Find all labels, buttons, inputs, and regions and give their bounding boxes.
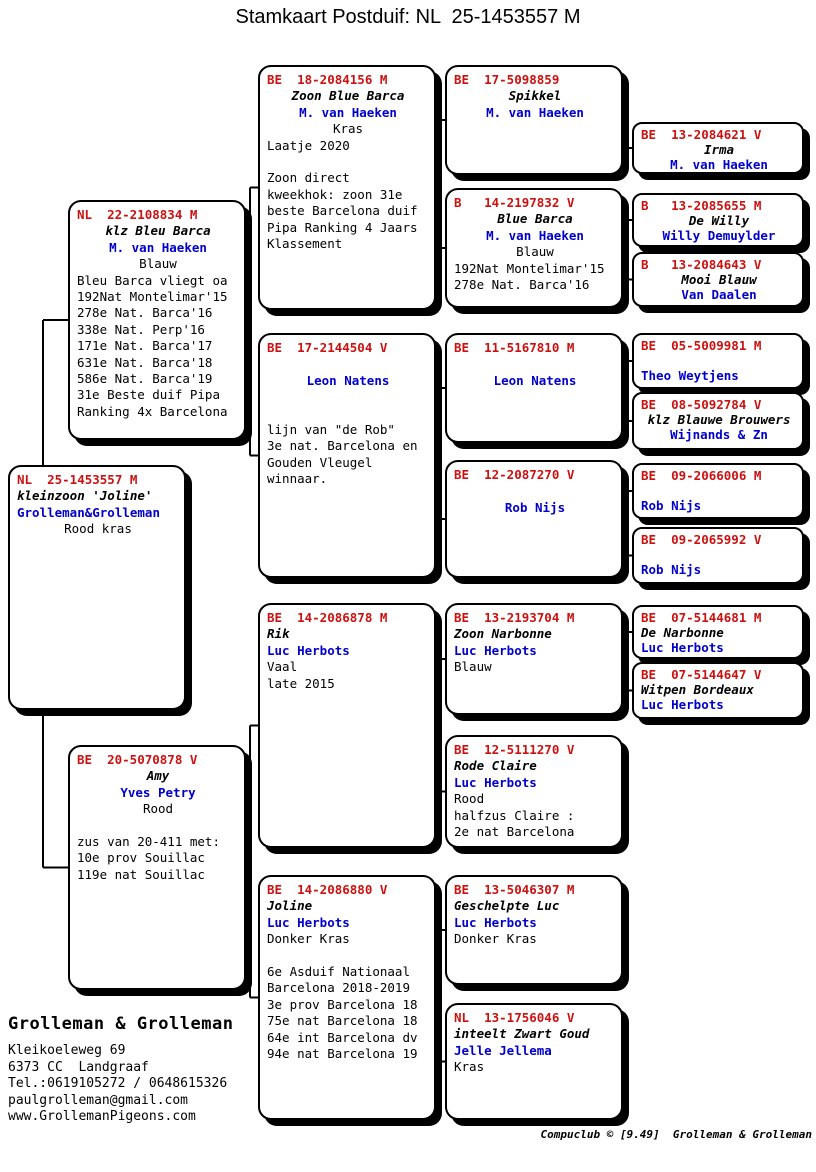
pedigree-box-g17859 <box>445 65 623 175</box>
info-line: Klassement <box>267 236 343 252</box>
breeder-address-line2: 6373 CC Landgraaf <box>8 1059 149 1075</box>
pedigree-box-g14880 <box>258 875 436 1120</box>
ring-number: BE 17-5098859 <box>454 72 560 87</box>
breeder-name: Grolleman & Grolleman <box>8 1014 234 1034</box>
pedigree-box-g12111 <box>445 735 623 848</box>
info-line: Rood <box>454 791 485 807</box>
fancier-name: Jelle Jellema <box>454 1042 552 1058</box>
pigeon-name: Irma <box>703 142 735 157</box>
pedigree-box-g18156 <box>258 65 436 310</box>
info-line: Zoon direct <box>267 170 350 186</box>
pigeon-name: Amy <box>146 768 170 784</box>
fancier-name: M. van Haeken <box>109 239 207 255</box>
pedigree-box-g13704 <box>445 603 623 715</box>
info-line: Blauw <box>516 244 554 260</box>
info-line: Gouden Vleugel <box>267 454 373 470</box>
breeder-email: paulgrolleman@gmail.com <box>8 1092 189 1108</box>
pedigree-box-g13307 <box>445 875 623 985</box>
pedigree-box-g11810 <box>445 333 623 443</box>
ring-number: BE 08-5092784 V <box>641 397 762 412</box>
info-line: 278e Nat. Barca'16 <box>454 277 590 293</box>
info-line <box>267 406 429 422</box>
info-line: 2e nat Barcelona <box>454 824 575 840</box>
pedigree-box-g07681 <box>632 605 804 659</box>
pigeon-name: Rode Claire <box>454 758 537 774</box>
pedigree-box-g13643 <box>632 252 804 307</box>
ring-number: BE 13-2193704 M <box>454 610 575 625</box>
fancier-name: M. van Haeken <box>670 157 768 172</box>
info-line: 64e int Barcelona dv <box>267 1029 418 1045</box>
fancier-name: Luc Herbots <box>267 642 350 658</box>
ring-number: BE 17-2144504 V <box>267 340 388 355</box>
breeder-website: www.GrollemanPigeons.com <box>8 1109 196 1125</box>
pigeon-name: Blue Barca <box>497 211 573 227</box>
footer-credit: Compuclub © [9.49] Grolleman & Grolleman <box>540 1128 812 1141</box>
pigeon-name: Joline <box>267 898 313 914</box>
breeder-phone: Tel.:0619105272 / 0648615326 <box>8 1076 228 1092</box>
info-line <box>77 818 239 834</box>
ring-number: BE 14-2086878 M <box>267 610 388 625</box>
info-line <box>267 948 429 964</box>
pedigree-box-g13655 <box>632 193 804 247</box>
info-line: 586e Nat. Barca'19 <box>77 371 213 387</box>
ring-number: BE 20-5070878 V <box>77 752 198 767</box>
info-line: Donker Kras <box>454 931 537 947</box>
pedigree-box-g14832 <box>445 188 623 308</box>
info-line <box>641 547 797 562</box>
info-line: 3e nat. Barcelona en <box>267 438 418 454</box>
info-line: 94e nat Barcelona 19 <box>267 1046 418 1062</box>
fancier-name: Luc Herbots <box>641 697 724 712</box>
info-line: Blauw <box>139 256 177 272</box>
fancier-name: Luc Herbots <box>641 640 724 655</box>
fancier-name: Willy Demuylder <box>662 228 776 243</box>
ring-number: BE 18-2084156 M <box>267 72 388 87</box>
pedigree-box-g14878 <box>258 603 436 848</box>
info-line: Kras <box>332 121 364 137</box>
pigeon-name: De Narbonne <box>641 625 724 640</box>
info-line: beste Barcelona duif <box>267 203 418 219</box>
info-line: 192Nat Montelimar'15 <box>454 260 605 276</box>
pedigree-box-sire <box>68 200 246 440</box>
pedigree-box-g09006 <box>632 463 804 519</box>
fancier-name: Rob Nijs <box>641 498 702 513</box>
info-line: 338e Nat. Perp'16 <box>77 321 205 337</box>
ring-number: B 13-2085655 M <box>641 198 762 213</box>
info-line: Rood kras <box>64 521 132 537</box>
info-line: Barcelona 2018-2019 <box>267 980 410 996</box>
ring-number: BE 13-2084621 V <box>641 127 762 142</box>
pigeon-name: inteelt Zwart Goud <box>454 1026 590 1042</box>
info-line: halfzus Claire : <box>454 807 575 823</box>
ring-number: NL 22-2108834 M <box>77 207 198 222</box>
pedigree-box-g08784 <box>632 392 804 450</box>
ring-number: BE 09-2065992 V <box>641 532 762 547</box>
info-line: Ranking 4x Barcelona <box>77 403 228 419</box>
info-line: Laatje 2020 <box>267 137 350 153</box>
pigeon-name: Zoon Narbonne <box>454 626 552 642</box>
info-line: Bleu Barca vliegt oa <box>77 272 228 288</box>
ring-number: BE 14-2086880 V <box>267 882 388 897</box>
page-title: Stamkaart Postduif: NL 25-1453557 M <box>235 6 581 28</box>
fancier-name: Grolleman&Grolleman <box>17 504 160 520</box>
pedigree-box-g09992 <box>632 527 804 584</box>
info-line: Donker Kras <box>267 931 350 947</box>
pigeon-name: Mooi Blauw <box>681 272 757 287</box>
breeder-address-line1: Kleikoeleweg 69 <box>8 1043 126 1058</box>
fancier-name: Luc Herbots <box>454 914 537 930</box>
pigeon-name: klz Blauwe Brouwers <box>647 412 791 427</box>
pigeon-name: Rik <box>267 626 290 642</box>
ring-number: NL 13-1756046 V <box>454 1010 575 1025</box>
ring-number: BE 05-5009981 M <box>641 338 762 353</box>
fancier-name: M. van Haeken <box>486 104 584 120</box>
breeder-contact-block <box>8 1014 233 1126</box>
ring-number: BE 07-5144647 V <box>641 667 762 682</box>
info-line <box>267 356 429 372</box>
pedigree-box-g17504 <box>258 333 436 578</box>
fancier-name: Theo Weytjens <box>641 368 739 383</box>
pedigree-box-g07647 <box>632 662 804 719</box>
info-line: kweekhok: zoon 31e <box>267 186 403 202</box>
ring-number: NL 25-1453557 M <box>17 472 138 487</box>
info-line: 6e Asduif Nationaal <box>267 964 410 980</box>
pigeon-name: klz Bleu Barca <box>105 223 211 239</box>
info-line: Vaal <box>267 659 298 675</box>
info-line: 192Nat Montelimar'15 <box>77 289 228 305</box>
info-line: late 2015 <box>267 675 335 691</box>
info-line <box>454 356 616 372</box>
pedigree-box-dam <box>68 745 246 990</box>
fancier-name: Van Daalen <box>681 287 757 302</box>
fancier-name: Rob Nijs <box>641 562 702 577</box>
ring-number: BE 11-5167810 M <box>454 340 575 355</box>
ring-number: BE 13-5046307 M <box>454 882 575 897</box>
fancier-name: Leon Natens <box>493 372 577 388</box>
info-line <box>267 389 429 405</box>
fancier-name: Leon Natens <box>306 372 390 388</box>
info-line: 75e nat Barcelona 18 <box>267 1013 418 1029</box>
fancier-name: Luc Herbots <box>267 914 350 930</box>
pigeon-name: kleinzoon 'Joline' <box>17 488 153 504</box>
fancier-name: Wijnands & Zn <box>670 427 768 442</box>
ring-number: BE 09-2066006 M <box>641 468 762 483</box>
info-line: Kras <box>454 1059 485 1075</box>
info-line: winnaar. <box>267 471 328 487</box>
info-line: 171e Nat. Barca'17 <box>77 338 213 354</box>
pedigree-box-g12270 <box>445 460 623 578</box>
info-line: Rood <box>142 801 174 817</box>
ring-number: B 14-2197832 V <box>454 195 575 210</box>
pigeon-name: Spikkel <box>508 88 562 104</box>
info-line: zus van 20-411 met: <box>77 834 220 850</box>
info-line: 31e Beste duif Pipa <box>77 387 220 403</box>
fancier-name: Yves Petry <box>120 784 196 800</box>
info-line: lijn van "de Rob" <box>267 422 395 438</box>
info-line <box>267 154 429 170</box>
ring-number: BE 07-5144681 M <box>641 610 762 625</box>
info-line: 631e Nat. Barca'18 <box>77 354 213 370</box>
pigeon-name: Witpen Bordeaux <box>641 682 754 697</box>
fancier-name: Luc Herbots <box>454 774 537 790</box>
ring-number: B 13-2084643 V <box>641 257 762 272</box>
info-line <box>454 483 616 499</box>
info-line: 10e prov Souillac <box>77 850 205 866</box>
info-line: 278e Nat. Barca'16 <box>77 305 213 321</box>
fancier-name: Rob Nijs <box>504 499 566 515</box>
info-line: Pipa Ranking 4 Jaars <box>267 219 418 235</box>
pigeon-name: Geschelpte Luc <box>454 898 560 914</box>
pedigree-box-g13046 <box>445 1003 623 1120</box>
ring-number: BE 12-2087270 V <box>454 467 575 482</box>
fancier-name: M. van Haeken <box>486 227 584 243</box>
pedigree-box-g05981 <box>632 333 804 389</box>
fancier-name: M. van Haeken <box>299 104 397 120</box>
pedigree-box-subject <box>8 465 186 710</box>
ring-number: BE 12-5111270 V <box>454 742 575 757</box>
info-line: 3e prov Barcelona 18 <box>267 996 418 1012</box>
pedigree-box-g13621 <box>632 122 804 174</box>
info-line: Blauw <box>454 659 492 675</box>
pigeon-name: De Willy <box>688 213 750 228</box>
info-line: 119e nat Souillac <box>77 866 205 882</box>
info-line <box>641 353 797 368</box>
info-line <box>641 483 797 498</box>
fancier-name: Luc Herbots <box>454 642 537 658</box>
pigeon-name: Zoon Blue Barca <box>291 88 405 104</box>
